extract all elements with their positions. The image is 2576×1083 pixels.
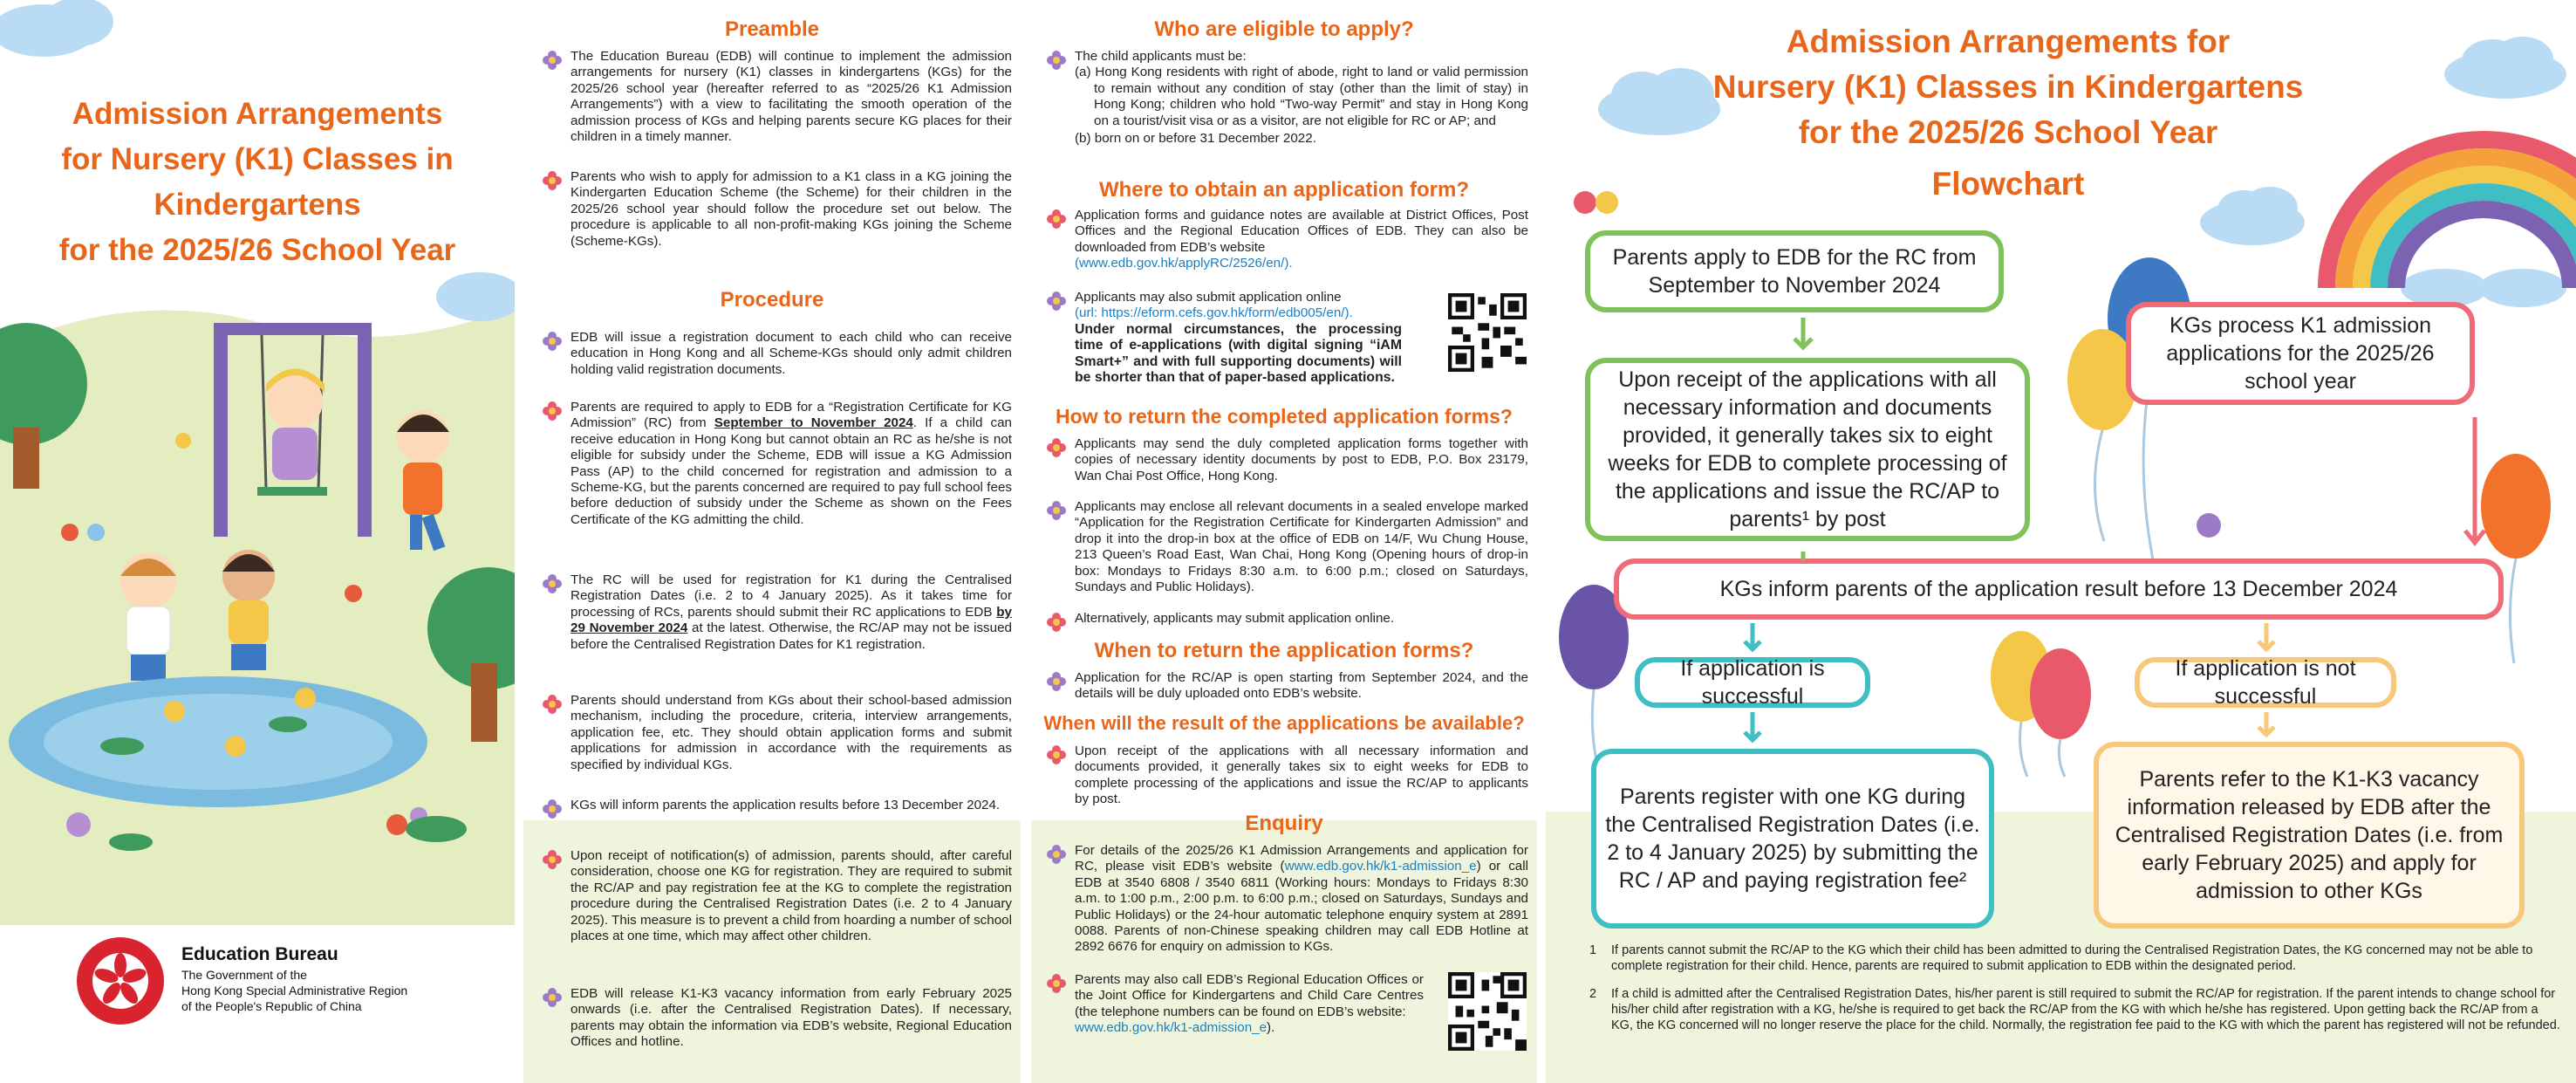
qr-code-icon[interactable] (1448, 972, 1527, 1051)
k1-admission-link[interactable]: www.edb.gov.hk/k1-admission_e (1075, 1020, 1268, 1036)
flowchart-title-line: Nursery (K1) Classes in Kindergartens (1712, 69, 2304, 105)
return-text: Alternatively, applicants may submit application online. (1075, 611, 1395, 626)
procedure-item (571, 400, 1012, 528)
procedure-text: EDB will issue a registration document to each child who can receive education in Hong Kong and all Scheme-KGs should only admit children holding valid registration documents. (571, 330, 1012, 377)
procedure-item (571, 986, 1012, 1051)
eligible-intro: The child applicants must be: (1075, 49, 1247, 64)
footnote-number: 1 (1589, 943, 1597, 957)
enquiry-text: ) or call EDB at 3540 6808 / 3540 6811 (Working hours: Mondays to Fridays 8:30 a.m. to 1:00 p.m., 2:00 p.m. to 6:00 p.m.; closed on Saturdays, Sundays and Public Holidays) or the 24-hour automatic telephone enquiry system at 2891 0088. Parents of non-Chinese speaking children may call EDB Hotline at 2892 6676 for enquiry on admission to KGs. (1075, 859, 1528, 955)
section-title-return: How to return the completed application forms? (1056, 405, 1513, 428)
cover-title (17, 92, 497, 273)
result-text: Upon receipt of the applications with all necessary information and documents provided, it generally takes six to eight weeks for EDB to complete processing of the applications and issue the RC/AP to applicants by post. (1075, 744, 1528, 807)
org-subtitle: of the People's Republic of China (181, 999, 362, 1013)
procedure-text: The RC will be used for registration for K1 during the Centralised Registration Dates (i.e. 2 to 4 January 2025). As it takes time for processing of RCs, parents should submit their RC applications to EDB (571, 572, 1012, 620)
when-return-item (1075, 670, 1528, 703)
procedure-text: Parents should understand from KGs about their school-based admission mechanism, including the procedure, criteria, interview arrangements, application fee, etc. They should obtain application forms and submit applications for admission in accordance with the requirements as specified by individual KGs. (571, 693, 1012, 772)
enquiry-text: For details of the 2025/26 K1 Admission Arrangements and application for RC, please visit EDB’s website ( (1075, 843, 1528, 874)
procedure-text: Parents are required to apply to EDB for a “Registration Certificate for KG Admission” (RC) from (571, 400, 1012, 431)
preamble-text: Parents who wish to apply for admission to a K1 class in a KG joining the Kindergarten Education Scheme (the Scheme) for their children in the 2025/26 school year should follow the procedure set out below. The procedure is applicable to all non-profit-making KGs joining the Scheme (Scheme-KGs). (571, 169, 1012, 249)
flower-bullet-icon (1045, 611, 1068, 634)
arrow-down-icon (1790, 318, 1816, 353)
cover-title-line: Kindergartens (154, 188, 361, 222)
flower-bullet-icon (541, 49, 564, 72)
eligible-criterion-b: (b) born on or before 31 December 2022. (1075, 131, 1316, 147)
enquiry-text: ). (1267, 1020, 1275, 1036)
section-title-result: When will the result of the applications be available? (1043, 712, 1525, 734)
cover-title-line: for the 2025/26 School Year (58, 233, 456, 267)
section-title-obtain: Where to obtain an application form? (1098, 178, 1469, 202)
obtain-item (1075, 290, 1402, 386)
flower-bullet-icon (541, 848, 564, 871)
footnote-number: 2 (1589, 987, 1597, 1001)
org-subtitle: The Government of the (181, 968, 307, 982)
flower-bullet-icon (1045, 499, 1068, 522)
eform-note: Under normal circumstances, the processing time of e-applications (with digital signing “iAM Smart+” and with full supporting documents) will be shorter than that of paper-based applications. (1075, 321, 1402, 386)
result-item (1075, 744, 1528, 808)
flowchart-title-line: for the 2025/26 School Year (1798, 114, 2218, 150)
flower-bullet-icon (541, 798, 564, 820)
eligible-block (1075, 49, 1528, 147)
k1-admission-link[interactable]: www.edb.gov.hk/k1-admission_e (1284, 859, 1477, 874)
flow-step-kg-process (2126, 302, 2475, 405)
cloud-icon (0, 0, 131, 61)
preamble-paragraph (571, 49, 1012, 145)
arrow-down-icon (2253, 623, 2279, 655)
cover-title-line: for Nursery (K1) Classes in (61, 142, 454, 176)
section-title-enquiry: Enquiry (1245, 812, 1323, 835)
enquiry-text: Parents may also call EDB’s Regional Education Offices or the Joint Office for Kindergartens and Child Care Centres (the telephone numbers can be found on EDB’s website: (1075, 972, 1424, 1019)
section-title-preamble: Preamble (724, 17, 820, 41)
procedure-item (571, 798, 1012, 813)
procedure-item (571, 330, 1012, 378)
flow-step-vacancy (2094, 742, 2525, 929)
flow-step-apply (1585, 230, 2004, 312)
flowchart-title-line: Admission Arrangements for (1786, 24, 2231, 59)
org-name: Education Bureau (181, 944, 338, 964)
procedure-item (571, 848, 1012, 944)
when-return-text: Application for the RC/AP is open starting from September 2024, and the details will be duly uploaded onto EDB’s website. (1075, 670, 1528, 702)
enquiry-item (1075, 843, 1528, 956)
playground-illustration (0, 271, 515, 942)
flowchart-main-title (1677, 19, 2340, 155)
return-text: Applicants may send the duly completed application forms together with copies of necessary identity documents by post to EDB, P.O. Box 23179, Wan Chai Post Office, Hong Kong. (1075, 436, 1528, 483)
flower-bullet-icon (541, 693, 564, 716)
arrow-down-icon (1739, 623, 1766, 655)
flow-step-text: Parents refer to the K1-K3 vacancy information released by EDB after the Centralised Registration Dates (i.e. from early February 2025) and apply for admission to other KGs (2115, 767, 2504, 903)
cover-title-line: Admission Arrangements (72, 97, 443, 131)
flow-step-processing (1585, 358, 2030, 541)
arrow-down-icon (2253, 712, 2279, 740)
procedure-text: . If a child can receive education in Hong Kong but cannot obtain an RC as he/she is not eligible for subsidy under the Scheme, EDB will issue a KG Admission Pass (AP) to the child concerned for registration and admission to a Scheme-KG, but the parents concerned are required to pay full school fees before deduction of subsidy under the Scheme as shown on the Fees Certificate of the KG admitting the child. (571, 415, 1012, 527)
org-subtitle: Hong Kong Special Administrative Region (181, 984, 408, 997)
flow-step-text: Parents apply to EDB for the RC from September to November 2024 (1612, 245, 1977, 298)
obtain-text: Application forms and guidance notes are available at District Offices, Post Offices and the Regional Education Offices of EDB. They can also be downloaded from EDB’s website (1075, 208, 1528, 255)
flower-bullet-icon (1045, 290, 1068, 312)
flow-step-text: KGs inform parents of the application result before 13 December 2024 (1719, 577, 2398, 601)
flower-bullet-icon (541, 330, 564, 353)
flower-bullet-icon (1045, 744, 1068, 766)
return-text: Applicants may enclose all relevant documents in a sealed envelope marked “Application for the Registration Certificate for Kindergarten Admission” and drop it into the drop-in box at the office of EDB on 14/F, Wu Chung House, 213 Queen’s Road East, Wan Chai, Hong Kong (Opening hours of drop-in box: Mondays to Fridays 8:30 a.m. to 6:00 p.m.; closed on Saturdays, Sundays and Public Holidays). (1075, 499, 1528, 595)
flower-bullet-icon (1045, 49, 1068, 72)
arrow-down-icon (1739, 712, 1766, 745)
procedure-text: at the latest. Otherwise, the RC/AP may not be issued before the Centralised Registration Dates for K1 registration. (571, 620, 1012, 652)
section-title-eligible: Who are eligible to apply? (1154, 17, 1414, 41)
arrow-down-icon (1790, 552, 1816, 562)
flower-bullet-icon (1045, 670, 1068, 693)
return-item (1075, 611, 1528, 627)
flower-bullet-icon (1045, 208, 1068, 230)
procedure-item (571, 693, 1012, 773)
flow-branch-not-successful (2135, 657, 2396, 708)
obtain-item (1075, 208, 1528, 272)
qr-code-icon[interactable] (1448, 293, 1527, 372)
preamble-paragraph (571, 169, 1012, 250)
flow-step-register (1591, 749, 1994, 929)
hksar-emblem-icon (75, 936, 166, 1026)
flower-bullet-icon (541, 169, 564, 192)
apply-rc-link[interactable]: (www.edb.gov.hk/applyRC/2526/en/). (1075, 256, 1293, 271)
obtain-text: Applicants may also submit application online (1075, 290, 1342, 305)
flower-bullet-icon (1045, 436, 1068, 459)
flow-step-text: Upon receipt of the applications with all necessary information and documents provided, it generally takes six to eight weeks for EDB to complete processing of the applications and issue the RC/AP to parents¹ by post (1608, 367, 2007, 531)
flower-bullet-icon (541, 400, 564, 422)
flow-branch-successful (1635, 657, 1870, 708)
text-column-2 (523, 0, 1021, 1083)
flow-step-text: If application is not successful (2175, 656, 2356, 709)
flow-step-text: If application is successful (1680, 656, 1825, 709)
eform-link[interactable]: (url: https://eform.cefs.gov.hk/form/edb005/en/). (1075, 305, 1353, 321)
flower-bullet-icon (1045, 972, 1068, 995)
flow-step-text: Parents register with one KG during the Centralised Registration Dates (i.e. 2 to 4 January 2025) by submitting the RC / AP and paying registration fee² (1605, 785, 1980, 893)
flow-step-text: KGs process K1 admission applications for the 2025/26 school year (2166, 313, 2435, 394)
section-title-procedure: Procedure (720, 288, 824, 312)
procedure-text: Upon receipt of notification(s) of admission, parents should, after careful consideration, choose one KG for registration. They are required to submit the RC/AP and pay registration fee at the KG to complete the registration procedure during the Centralised Registration Dates (i.e. 2 to 4 January 2025). This measure is to prevent a child from hoarding a number of school places at one time, which may affect other children. (571, 848, 1012, 944)
cover-footer (0, 925, 515, 1083)
procedure-item (571, 572, 1012, 653)
preamble-text: The Education Bureau (EDB) will continue to implement the admission arrangements for nursery (K1) classes in kindergartens (KGs) for the 2025/26 school year (hereafter referred to as “2025/26 K1 Admission Arrangements”) with a view to facilitating the smooth operation of the admission process of KGs and helping parents secure KG places for their children in a timely manner. (571, 49, 1012, 145)
procedure-text: EDB will release K1-K3 vacancy information from early February 2025 onwards (i.e. after the Centralised Registration Dates). If necessary, parents may obtain the information via EDB’s website, Regional Education Offices and hotline. (571, 986, 1012, 1050)
flower-bullet-icon (541, 986, 564, 1009)
procedure-date-highlight: by 29 November 2024 (571, 604, 1012, 636)
eligible-criterion-a: (a) Hong Kong residents with right of abode, right to land or valid permission to remain without any condition of stay (other than the limit of stay) in Hong Kong; children who hold “Two-way Permit” and stay in Hong Kong on a tourist/visit visa or as a visitor, are not eligible for RC or AP; and (1075, 65, 1528, 128)
return-item (1075, 436, 1528, 484)
flowchart-panel (1546, 0, 2576, 1083)
flow-step-result (1614, 559, 2504, 620)
arrow-down-icon (2462, 417, 2488, 548)
section-title-when-return: When to return the application forms? (1094, 639, 1474, 662)
enquiry-item (1075, 972, 1424, 1037)
text-column-3 (1031, 0, 1537, 1083)
footnote-1: If parents cannot submit the RC/AP to the KG which their child has been admitted to during the Centralised Registration Dates, the KG concerned may not be able to complete registration for their child. Hence, parents are required to submit application to EDB within the designated period. (1611, 943, 2533, 973)
flowchart-heading: Flowchart (1931, 166, 2085, 202)
footnote-2: If a child is admitted after the Centralised Registration Dates, his/her parent is still required to submit the RC/AP for registration. If the parent intends to change school for his/her child after registration with a KG, he/she is required to get back the RC/AP from the KG with which he/she has registered. Upon getting back the RC/AP from a KG, the KG concerned will no longer reserve the place for the child. Normally, the registration fee paid to the KG with which the parent has registered will not be refunded. (1611, 987, 2560, 1032)
cover-panel (0, 0, 515, 1083)
flower-bullet-icon (541, 572, 564, 595)
return-item (1075, 499, 1528, 595)
procedure-date-highlight: September to November 2024 (714, 415, 913, 431)
procedure-text: KGs will inform parents the application results before 13 December 2024. (571, 798, 1001, 812)
flower-bullet-icon (1045, 843, 1068, 866)
